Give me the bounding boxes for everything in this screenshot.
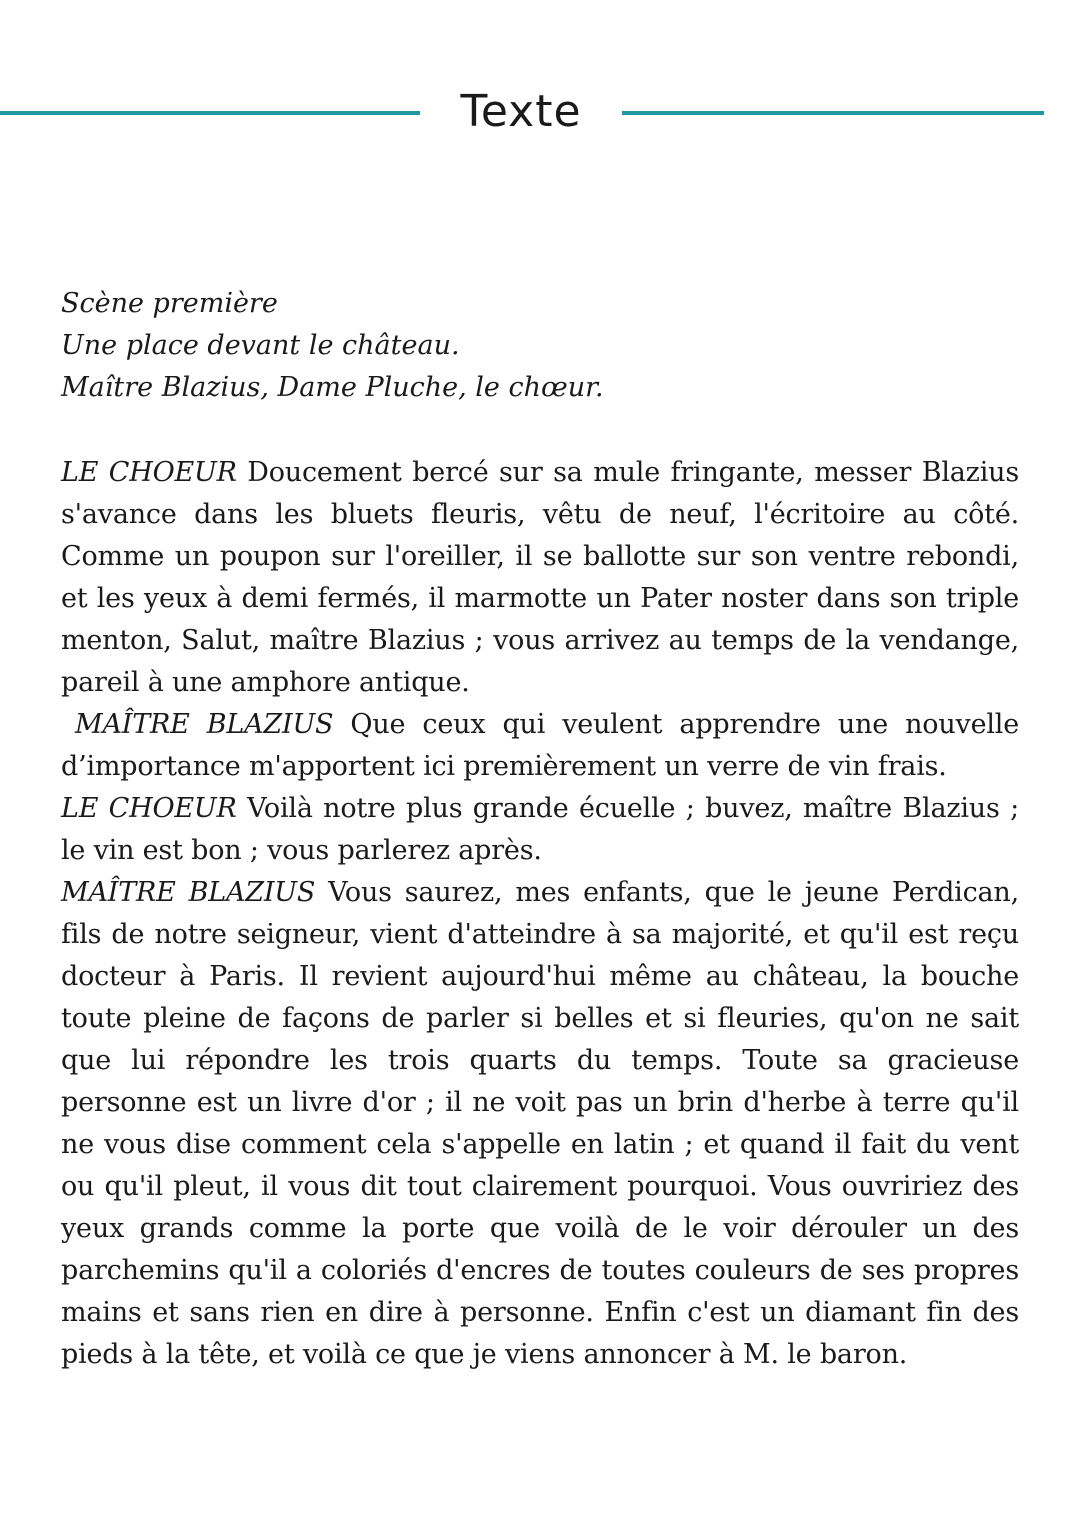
speaker-name: MAÎTRE BLAZIUS — [61, 877, 316, 908]
speaker-name: MAÎTRE BLAZIUS — [75, 709, 334, 740]
header-rule-right — [622, 111, 1044, 115]
line-text: Voilà notre plus grande écuelle ; buvez, maître Blazius ; le vin est bon ; vous parlerez après. — [61, 793, 1019, 866]
dialogue-line — [61, 872, 1019, 1376]
header-rule-left — [0, 111, 420, 115]
dialogue-text — [61, 452, 1019, 1376]
line-text: Vous saurez, mes enfants, que le jeune Perdican, fils de notre seigneur, vient d'atteindre à sa majorité, et qu'il est reçu docteur à Paris. Il revient aujourd'hui même au château, la bouche toute pleine de façons de parler si belles et si fleuries, qu'on ne sait que lui répondre les trois quarts du temps. Toute sa gracieuse personne est un livre d'or ; il ne voit pas un brin d'herbe à terre qu'il ne vous dise comment cela s'appelle en latin ; et quand il fait du vent ou qu'il pleut, il vous dit tout clairement pourquoi. Vous ouvririez des yeux grands comme la porte que voilà de le voir dérouler un des parchemins qu'il a coloriés d'encres de toutes couleurs de ses propres mains et sans rien en dire à personne. Enfin c'est un diamant fin des pieds à la tête, et voilà ce que je viens annoncer à M. le baron. — [61, 877, 1019, 1370]
dialogue-line — [61, 704, 1019, 788]
page-title: Texte — [460, 86, 582, 137]
scene-info — [61, 283, 1019, 409]
speaker-name: LE CHOEUR — [61, 457, 237, 488]
dialogue-line — [61, 788, 1019, 872]
page-header — [0, 84, 1080, 144]
line-text: Que ceux qui veulent apprendre une nouvelle d’importance m'apportent ici premièrement un verre de vin frais. — [61, 709, 1019, 782]
speaker-name: LE CHOEUR — [61, 793, 237, 824]
dialogue-line — [61, 452, 1019, 704]
scene-characters: Maître Blazius, Dame Pluche, le chœur. — [61, 372, 604, 403]
line-text: Doucement bercé sur sa mule fringante, messer Blazius s'avance dans les bluets fleuris, vêtu de neuf, l'écritoire au côté. Comme un poupon sur l'oreiller, il se ballotte sur son ventre rebondi, et les yeux à demi fermés, il marmotte un Pater noster dans son triple menton, Salut, maître Blazius ; vous arrivez au temps de la vendange, pareil à une amphore antique. — [61, 457, 1019, 698]
scene-heading: Scène première — [61, 288, 278, 319]
scene-setting: Une place devant le château. — [61, 330, 460, 361]
